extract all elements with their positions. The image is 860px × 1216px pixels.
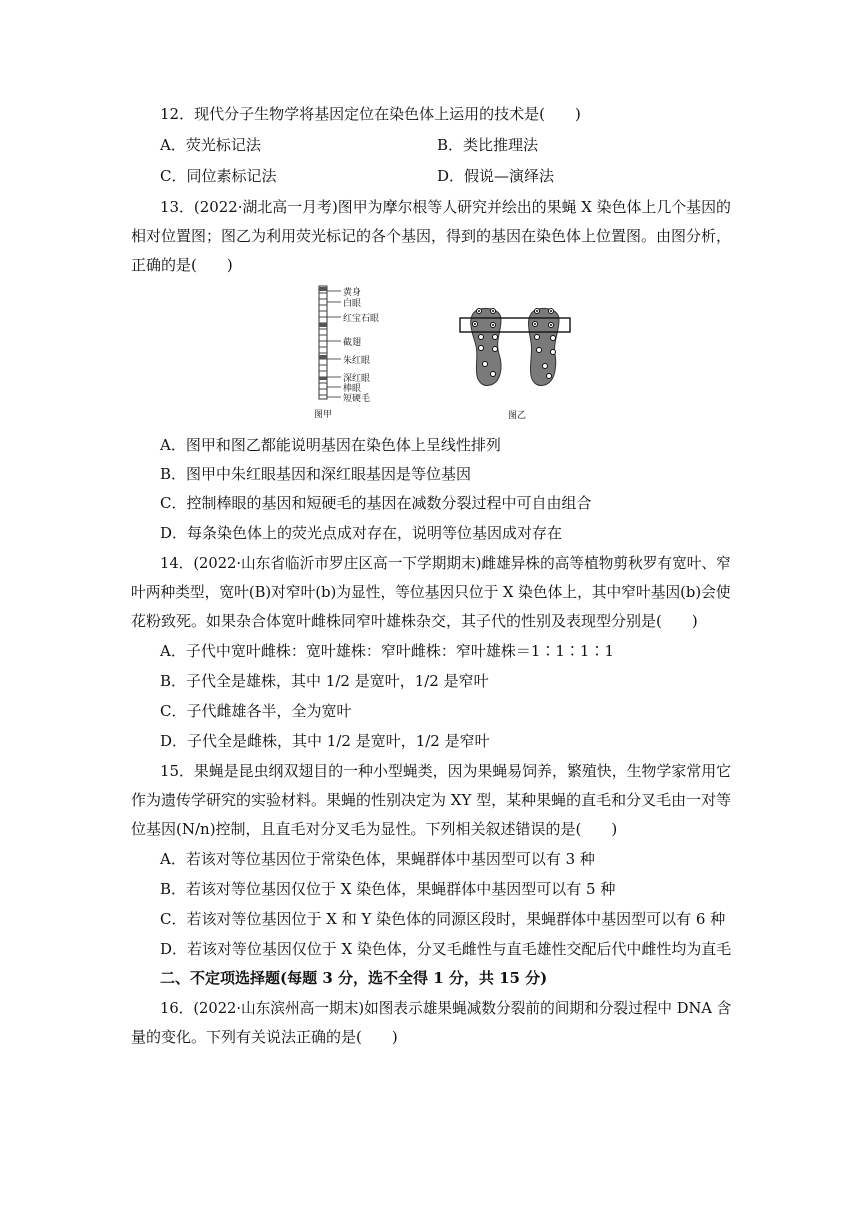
figure-yi-caption: 图乙 [508,411,527,421]
q15-option-c: C．若该对等位基因位于 X 和 Y 染色体的同源区段时，果蝇群体中基因型可以有 6 种 [160,910,726,928]
q14-option-d: D．子代全是雌株，其中 1/2 是宽叶，1/2 是窄叶 [160,732,490,750]
section-heading-multiple-choice: 二、不定项选择题(每题 3 分，选不全得 1 分，共 15 分) [160,969,548,987]
fluorescent-chromosomes-yi [455,302,585,402]
q15-stem-line3: 位基因(N/n)控制，且直毛对分叉毛为显性。下列相关叙述错误的是( ) [131,820,618,838]
q13-option-d: D．每条染色体上的荧光点成对存在，说明等位基因成对存在 [160,524,563,542]
figure-jia [310,283,430,423]
q13-option-c: C．控制棒眼的基因和短硬毛的基因在减数分裂过程中可自由组合 [160,494,592,512]
q13-stem-line1: 13．(2022·湖北高一月考)图甲为摩尔根等人研究并绘出的果蝇 X 染色体上几个基因的 [160,198,731,216]
q15-option-a: A．若该对等位基因位于常染色体，果蝇群体中基因型可以有 3 种 [160,850,595,868]
q13-option-b: B．图甲中朱红眼基因和深红眼基因是等位基因 [160,465,472,483]
q12-option-c: C．同位素标记法 [160,167,277,185]
figure-yi [455,302,585,424]
figure-jia-caption: 图甲 [314,410,333,420]
q14-stem-line2: 叶两种类型，宽叶(B)对窄叶(b)为显性，等位基因只位于 X 染色体上，其中窄叶基因(b)会使 [131,583,731,601]
q13-stem-line2: 相对位置图；图乙为利用荧光标记的各个基因，得到的基因在染色体上位置图。由图分析， [131,227,732,245]
gene-label-vermilion-eye: 朱红眼 [343,356,371,366]
q16-stem-line2: 量的变化。下列有关说法正确的是( ) [131,1028,398,1046]
q12-option-a: A．荧光标记法 [160,136,261,154]
q14-stem-line1: 14．(2022·山东省临沂市罗庄区高一下学期期末)雌雄异株的高等植物剪秋罗有宽叶、窄 [160,554,731,572]
q12-stem: 12．现代分子生物学将基因定位在染色体上运用的技术是( ) [160,105,581,123]
q14-option-b: B．子代全是雄株，其中 1/2 是宽叶，1/2 是窄叶 [160,672,489,690]
gene-label-cut-wing: 截翅 [343,338,362,348]
gene-label-white-eye: 白眼 [343,299,362,309]
gene-label-yellow-body: 黄身 [343,288,362,298]
q14-stem-line3: 花粉致死。如果杂合体宽叶雌株同窄叶雄株杂交，其子代的性别及表现型分别是( ) [131,612,698,630]
q13-stem-line3: 正确的是( ) [131,256,233,274]
q12-option-b: B．类比推理法 [437,136,539,154]
gene-label-bar-eye: 棒眼 [343,384,362,394]
q16-stem-line1: 16．(2022·山东滨州高一期末)如图表示雄果蝇减数分裂前的间期和分裂过程中 DNA 含 [160,999,732,1017]
q14-option-c: C．子代雌雄各半，全为宽叶 [160,702,352,720]
q15-option-b: B．若该对等位基因仅位于 X 染色体，果蝇群体中基因型可以有 5 种 [160,880,616,898]
gene-label-carmine-eye: 深红眼 [343,374,371,384]
gene-label-short-bristle: 短硬毛 [343,394,371,404]
gene-label-ruby-eye: 红宝石眼 [343,314,380,324]
q13-option-a: A．图甲和图乙都能说明基因在染色体上呈线性排列 [160,436,501,454]
q12-option-d: D．假说—演绎法 [437,167,555,185]
q14-option-a: A．子代中宽叶雌株：宽叶雄株：窄叶雌株：窄叶雄株＝1∶1∶1∶1 [160,642,615,660]
q15-option-d: D．若该对等位基因仅位于 X 染色体，分叉毛雌性与直毛雄性交配后代中雌性均为直毛 [160,940,732,958]
q15-stem-line2: 作为遗传学研究的实验材料。果蝇的性别决定为 XY 型，某种果蝇的直毛和分叉毛由一对等 [131,791,732,809]
q15-stem-line1: 15．果蝇是昆虫纲双翅目的一种小型蝇类，因为果蝇易饲养，繁殖快，生物学家常用它 [160,762,732,780]
